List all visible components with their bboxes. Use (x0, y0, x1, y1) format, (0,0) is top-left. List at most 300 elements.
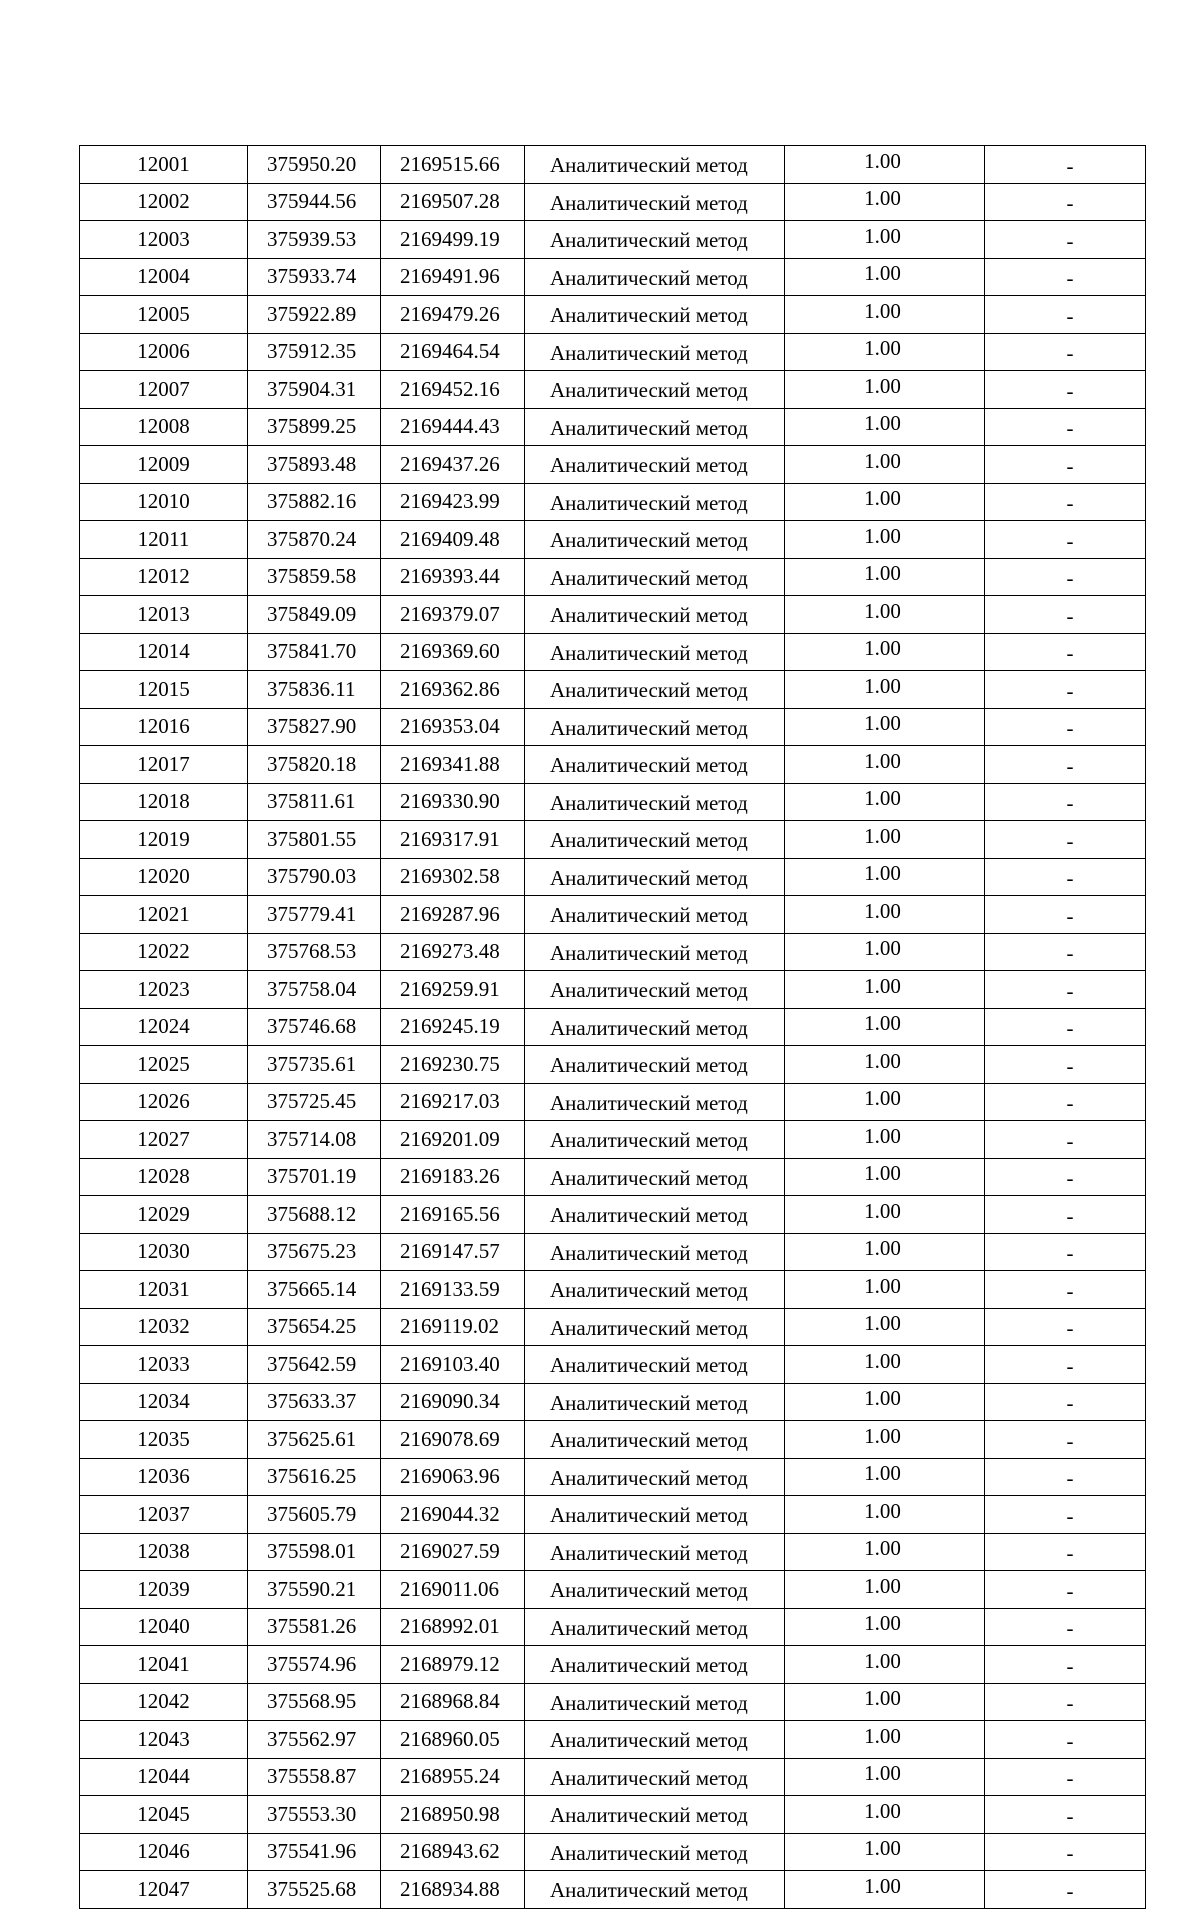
x-coordinate-cell: 375688.12 (248, 1196, 381, 1234)
y-coordinate-cell: 2169147.57 (381, 1233, 525, 1271)
method-cell: Аналитический метод (525, 783, 785, 821)
point-number-cell: 12029 (80, 1196, 248, 1234)
point-number-cell: 12035 (80, 1421, 248, 1459)
method-cell: Аналитический метод (525, 521, 785, 559)
table-row (80, 1196, 1146, 1234)
description-cell: - (985, 183, 1146, 221)
point-number-cell: 12004 (80, 258, 248, 296)
description-cell: - (985, 708, 1146, 746)
table-row (80, 896, 1146, 934)
y-coordinate-cell: 2169119.02 (381, 1308, 525, 1346)
table-row (80, 146, 1146, 184)
accuracy-cell: 1.00 (785, 971, 985, 1009)
table-row (80, 333, 1146, 371)
x-coordinate-cell: 375893.48 (248, 446, 381, 484)
method-cell: Аналитический метод (525, 1271, 785, 1309)
accuracy-cell: 1.00 (785, 183, 985, 221)
y-coordinate-cell: 2169245.19 (381, 1008, 525, 1046)
table-row (80, 1571, 1146, 1609)
table-row (80, 858, 1146, 896)
table-row (80, 1871, 1146, 1909)
accuracy-cell: 1.00 (785, 1158, 985, 1196)
description-cell: - (985, 1571, 1146, 1609)
method-cell: Аналитический метод (525, 1233, 785, 1271)
y-coordinate-cell: 2169090.34 (381, 1383, 525, 1421)
point-number-cell: 12015 (80, 671, 248, 709)
accuracy-cell: 1.00 (785, 1121, 985, 1159)
method-cell: Аналитический метод (525, 296, 785, 334)
y-coordinate-cell: 2169183.26 (381, 1158, 525, 1196)
x-coordinate-cell: 375790.03 (248, 858, 381, 896)
x-coordinate-cell: 375562.97 (248, 1721, 381, 1759)
y-coordinate-cell: 2169230.75 (381, 1046, 525, 1084)
y-coordinate-cell: 2169287.96 (381, 896, 525, 934)
description-cell: - (985, 1646, 1146, 1684)
point-number-cell: 12038 (80, 1533, 248, 1571)
method-cell: Аналитический метод (525, 933, 785, 971)
accuracy-cell: 1.00 (785, 1421, 985, 1459)
x-coordinate-cell: 375939.53 (248, 221, 381, 259)
x-coordinate-cell: 375950.20 (248, 146, 381, 184)
method-cell: Аналитический метод (525, 371, 785, 409)
method-cell: Аналитический метод (525, 558, 785, 596)
description-cell: - (985, 1346, 1146, 1384)
accuracy-cell: 1.00 (785, 1496, 985, 1534)
accuracy-cell: 1.00 (785, 1008, 985, 1046)
point-number-cell: 12043 (80, 1721, 248, 1759)
accuracy-cell: 1.00 (785, 1608, 985, 1646)
point-number-cell: 12002 (80, 183, 248, 221)
point-number-cell: 12031 (80, 1271, 248, 1309)
point-number-cell: 12011 (80, 521, 248, 559)
point-number-cell: 12039 (80, 1571, 248, 1609)
description-cell: - (985, 558, 1146, 596)
y-coordinate-cell: 2168960.05 (381, 1721, 525, 1759)
table-row (80, 558, 1146, 596)
table-row (80, 1383, 1146, 1421)
description-cell: - (985, 633, 1146, 671)
x-coordinate-cell: 375714.08 (248, 1121, 381, 1159)
method-cell: Аналитический метод (525, 1571, 785, 1609)
description-cell: - (985, 1046, 1146, 1084)
point-number-cell: 12047 (80, 1871, 248, 1909)
method-cell: Аналитический метод (525, 1608, 785, 1646)
accuracy-cell: 1.00 (785, 371, 985, 409)
description-cell: - (985, 408, 1146, 446)
method-cell: Аналитический метод (525, 708, 785, 746)
accuracy-cell: 1.00 (785, 146, 985, 184)
description-cell: - (985, 1383, 1146, 1421)
y-coordinate-cell: 2169464.54 (381, 333, 525, 371)
accuracy-cell: 1.00 (785, 1046, 985, 1084)
x-coordinate-cell: 375933.74 (248, 258, 381, 296)
accuracy-cell: 1.00 (785, 258, 985, 296)
point-number-cell: 12014 (80, 633, 248, 671)
x-coordinate-cell: 375725.45 (248, 1083, 381, 1121)
table-row (80, 446, 1146, 484)
method-cell: Аналитический метод (525, 671, 785, 709)
method-cell: Аналитический метод (525, 408, 785, 446)
description-cell: - (985, 596, 1146, 634)
method-cell: Аналитический метод (525, 258, 785, 296)
y-coordinate-cell: 2169165.56 (381, 1196, 525, 1234)
description-cell: - (985, 1458, 1146, 1496)
x-coordinate-cell: 375605.79 (248, 1496, 381, 1534)
point-number-cell: 12017 (80, 746, 248, 784)
method-cell: Аналитический метод (525, 1383, 785, 1421)
method-cell: Аналитический метод (525, 1796, 785, 1834)
x-coordinate-cell: 375922.89 (248, 296, 381, 334)
accuracy-cell: 1.00 (785, 1196, 985, 1234)
description-cell: - (985, 1158, 1146, 1196)
x-coordinate-cell: 375779.41 (248, 896, 381, 934)
method-cell: Аналитический метод (525, 1683, 785, 1721)
point-number-cell: 12046 (80, 1833, 248, 1871)
table-row (80, 1796, 1146, 1834)
accuracy-cell: 1.00 (785, 1383, 985, 1421)
y-coordinate-cell: 2169217.03 (381, 1083, 525, 1121)
y-coordinate-cell: 2168955.24 (381, 1758, 525, 1796)
description-cell: - (985, 1308, 1146, 1346)
y-coordinate-cell: 2169273.48 (381, 933, 525, 971)
point-number-cell: 12021 (80, 896, 248, 934)
accuracy-cell: 1.00 (785, 296, 985, 334)
x-coordinate-cell: 375633.37 (248, 1383, 381, 1421)
y-coordinate-cell: 2169409.48 (381, 521, 525, 559)
method-cell: Аналитический метод (525, 333, 785, 371)
method-cell: Аналитический метод (525, 1871, 785, 1909)
point-number-cell: 12037 (80, 1496, 248, 1534)
description-cell: - (985, 1683, 1146, 1721)
description-cell: - (985, 371, 1146, 409)
x-coordinate-cell: 375553.30 (248, 1796, 381, 1834)
x-coordinate-cell: 375912.35 (248, 333, 381, 371)
y-coordinate-cell: 2169452.16 (381, 371, 525, 409)
y-coordinate-cell: 2168934.88 (381, 1871, 525, 1909)
x-coordinate-cell: 375849.09 (248, 596, 381, 634)
point-number-cell: 12020 (80, 858, 248, 896)
y-coordinate-cell: 2169379.07 (381, 596, 525, 634)
point-number-cell: 12001 (80, 146, 248, 184)
x-coordinate-cell: 375598.01 (248, 1533, 381, 1571)
accuracy-cell: 1.00 (785, 783, 985, 821)
table-row (80, 1683, 1146, 1721)
description-cell: - (985, 1421, 1146, 1459)
x-coordinate-cell: 375735.61 (248, 1046, 381, 1084)
x-coordinate-cell: 375882.16 (248, 483, 381, 521)
y-coordinate-cell: 2169317.91 (381, 821, 525, 859)
y-coordinate-cell: 2169499.19 (381, 221, 525, 259)
accuracy-cell: 1.00 (785, 933, 985, 971)
point-number-cell: 12028 (80, 1158, 248, 1196)
table-row (80, 1121, 1146, 1159)
method-cell: Аналитический метод (525, 1008, 785, 1046)
x-coordinate-cell: 375590.21 (248, 1571, 381, 1609)
description-cell: - (985, 1533, 1146, 1571)
y-coordinate-cell: 2169491.96 (381, 258, 525, 296)
accuracy-cell: 1.00 (785, 1346, 985, 1384)
accuracy-cell: 1.00 (785, 746, 985, 784)
table-row (80, 633, 1146, 671)
x-coordinate-cell: 375525.68 (248, 1871, 381, 1909)
y-coordinate-cell: 2169479.26 (381, 296, 525, 334)
accuracy-cell: 1.00 (785, 596, 985, 634)
accuracy-cell: 1.00 (785, 333, 985, 371)
accuracy-cell: 1.00 (785, 1233, 985, 1271)
y-coordinate-cell: 2169353.04 (381, 708, 525, 746)
accuracy-cell: 1.00 (785, 521, 985, 559)
y-coordinate-cell: 2169302.58 (381, 858, 525, 896)
method-cell: Аналитический метод (525, 183, 785, 221)
description-cell: - (985, 1196, 1146, 1234)
x-coordinate-cell: 375574.96 (248, 1646, 381, 1684)
x-coordinate-cell: 375904.31 (248, 371, 381, 409)
accuracy-cell: 1.00 (785, 1796, 985, 1834)
table-row (80, 1308, 1146, 1346)
accuracy-cell: 1.00 (785, 1721, 985, 1759)
point-number-cell: 12018 (80, 783, 248, 821)
description-cell: - (985, 933, 1146, 971)
method-cell: Аналитический метод (525, 1496, 785, 1534)
y-coordinate-cell: 2169515.66 (381, 146, 525, 184)
method-cell: Аналитический метод (525, 596, 785, 634)
coordinates-table (79, 145, 1146, 1909)
point-number-cell: 12024 (80, 1008, 248, 1046)
x-coordinate-cell: 375541.96 (248, 1833, 381, 1871)
description-cell: - (985, 821, 1146, 859)
point-number-cell: 12005 (80, 296, 248, 334)
method-cell: Аналитический метод (525, 1458, 785, 1496)
point-number-cell: 12003 (80, 221, 248, 259)
x-coordinate-cell: 375616.25 (248, 1458, 381, 1496)
accuracy-cell: 1.00 (785, 1271, 985, 1309)
table-row (80, 1646, 1146, 1684)
method-cell: Аналитический метод (525, 896, 785, 934)
table-row (80, 1046, 1146, 1084)
y-coordinate-cell: 2169507.28 (381, 183, 525, 221)
point-number-cell: 12009 (80, 446, 248, 484)
y-coordinate-cell: 2169369.60 (381, 633, 525, 671)
table-row (80, 1271, 1146, 1309)
point-number-cell: 12013 (80, 596, 248, 634)
table-row (80, 971, 1146, 1009)
y-coordinate-cell: 2169133.59 (381, 1271, 525, 1309)
description-cell: - (985, 221, 1146, 259)
accuracy-cell: 1.00 (785, 671, 985, 709)
table-row (80, 671, 1146, 709)
x-coordinate-cell: 375811.61 (248, 783, 381, 821)
table-row (80, 183, 1146, 221)
method-cell: Аналитический метод (525, 1083, 785, 1121)
description-cell: - (985, 1721, 1146, 1759)
y-coordinate-cell: 2169103.40 (381, 1346, 525, 1384)
method-cell: Аналитический метод (525, 746, 785, 784)
method-cell: Аналитический метод (525, 971, 785, 1009)
table-row (80, 1083, 1146, 1121)
accuracy-cell: 1.00 (785, 633, 985, 671)
point-number-cell: 12044 (80, 1758, 248, 1796)
x-coordinate-cell: 375841.70 (248, 633, 381, 671)
point-number-cell: 12027 (80, 1121, 248, 1159)
accuracy-cell: 1.00 (785, 1833, 985, 1871)
table-row (80, 1158, 1146, 1196)
description-cell: - (985, 971, 1146, 1009)
accuracy-cell: 1.00 (785, 1871, 985, 1909)
table-row (80, 1346, 1146, 1384)
y-coordinate-cell: 2169330.90 (381, 783, 525, 821)
table-row (80, 521, 1146, 559)
accuracy-cell: 1.00 (785, 1533, 985, 1571)
table-row (80, 371, 1146, 409)
description-cell: - (985, 446, 1146, 484)
table-row (80, 1458, 1146, 1496)
method-cell: Аналитический метод (525, 1158, 785, 1196)
table-row (80, 408, 1146, 446)
x-coordinate-cell: 375820.18 (248, 746, 381, 784)
table-row (80, 1833, 1146, 1871)
x-coordinate-cell: 375870.24 (248, 521, 381, 559)
method-cell: Аналитический метод (525, 1121, 785, 1159)
description-cell: - (985, 783, 1146, 821)
point-number-cell: 12033 (80, 1346, 248, 1384)
y-coordinate-cell: 2168968.84 (381, 1683, 525, 1721)
x-coordinate-cell: 375899.25 (248, 408, 381, 446)
accuracy-cell: 1.00 (785, 446, 985, 484)
method-cell: Аналитический метод (525, 1646, 785, 1684)
description-cell: - (985, 858, 1146, 896)
point-number-cell: 12008 (80, 408, 248, 446)
x-coordinate-cell: 375654.25 (248, 1308, 381, 1346)
table-row (80, 258, 1146, 296)
table-row (80, 483, 1146, 521)
description-cell: - (985, 1121, 1146, 1159)
x-coordinate-cell: 375768.53 (248, 933, 381, 971)
point-number-cell: 12010 (80, 483, 248, 521)
y-coordinate-cell: 2169362.86 (381, 671, 525, 709)
table-row (80, 708, 1146, 746)
method-cell: Аналитический метод (525, 483, 785, 521)
table-row (80, 221, 1146, 259)
x-coordinate-cell: 375801.55 (248, 821, 381, 859)
point-number-cell: 12012 (80, 558, 248, 596)
accuracy-cell: 1.00 (785, 708, 985, 746)
accuracy-cell: 1.00 (785, 1571, 985, 1609)
description-cell: - (985, 333, 1146, 371)
method-cell: Аналитический метод (525, 633, 785, 671)
point-number-cell: 12030 (80, 1233, 248, 1271)
x-coordinate-cell: 375944.56 (248, 183, 381, 221)
table-row (80, 1421, 1146, 1459)
y-coordinate-cell: 2169437.26 (381, 446, 525, 484)
y-coordinate-cell: 2169259.91 (381, 971, 525, 1009)
point-number-cell: 12026 (80, 1083, 248, 1121)
y-coordinate-cell: 2169341.88 (381, 746, 525, 784)
table-row (80, 596, 1146, 634)
coordinates-table-body (80, 146, 1146, 1909)
method-cell: Аналитический метод (525, 1721, 785, 1759)
accuracy-cell: 1.00 (785, 1683, 985, 1721)
x-coordinate-cell: 375836.11 (248, 671, 381, 709)
x-coordinate-cell: 375827.90 (248, 708, 381, 746)
description-cell: - (985, 1233, 1146, 1271)
description-cell: - (985, 296, 1146, 334)
description-cell: - (985, 1608, 1146, 1646)
method-cell: Аналитический метод (525, 146, 785, 184)
method-cell: Аналитический метод (525, 821, 785, 859)
point-number-cell: 12034 (80, 1383, 248, 1421)
description-cell: - (985, 1083, 1146, 1121)
x-coordinate-cell: 375642.59 (248, 1346, 381, 1384)
x-coordinate-cell: 375581.26 (248, 1608, 381, 1646)
x-coordinate-cell: 375701.19 (248, 1158, 381, 1196)
y-coordinate-cell: 2169201.09 (381, 1121, 525, 1159)
description-cell: - (985, 521, 1146, 559)
table-row (80, 1608, 1146, 1646)
description-cell: - (985, 671, 1146, 709)
accuracy-cell: 1.00 (785, 1758, 985, 1796)
accuracy-cell: 1.00 (785, 408, 985, 446)
accuracy-cell: 1.00 (785, 1458, 985, 1496)
description-cell: - (985, 483, 1146, 521)
point-number-cell: 12042 (80, 1683, 248, 1721)
table-row (80, 821, 1146, 859)
accuracy-cell: 1.00 (785, 858, 985, 896)
point-number-cell: 12032 (80, 1308, 248, 1346)
description-cell: - (985, 1758, 1146, 1796)
point-number-cell: 12022 (80, 933, 248, 971)
y-coordinate-cell: 2168950.98 (381, 1796, 525, 1834)
table-row (80, 296, 1146, 334)
y-coordinate-cell: 2169044.32 (381, 1496, 525, 1534)
method-cell: Аналитический метод (525, 1533, 785, 1571)
point-number-cell: 12007 (80, 371, 248, 409)
table-row (80, 933, 1146, 971)
description-cell: - (985, 146, 1146, 184)
description-cell: - (985, 746, 1146, 784)
description-cell: - (985, 258, 1146, 296)
accuracy-cell: 1.00 (785, 821, 985, 859)
point-number-cell: 12040 (80, 1608, 248, 1646)
point-number-cell: 12045 (80, 1796, 248, 1834)
accuracy-cell: 1.00 (785, 483, 985, 521)
table-row (80, 746, 1146, 784)
method-cell: Аналитический метод (525, 221, 785, 259)
method-cell: Аналитический метод (525, 1046, 785, 1084)
y-coordinate-cell: 2169444.43 (381, 408, 525, 446)
x-coordinate-cell: 375859.58 (248, 558, 381, 596)
y-coordinate-cell: 2169423.99 (381, 483, 525, 521)
accuracy-cell: 1.00 (785, 896, 985, 934)
x-coordinate-cell: 375758.04 (248, 971, 381, 1009)
method-cell: Аналитический метод (525, 1421, 785, 1459)
table-row (80, 1233, 1146, 1271)
description-cell: - (985, 1496, 1146, 1534)
x-coordinate-cell: 375625.61 (248, 1421, 381, 1459)
y-coordinate-cell: 2169063.96 (381, 1458, 525, 1496)
table-row (80, 1533, 1146, 1571)
description-cell: - (985, 1271, 1146, 1309)
table-row (80, 1721, 1146, 1759)
table-row (80, 1758, 1146, 1796)
point-number-cell: 12036 (80, 1458, 248, 1496)
table-row (80, 1008, 1146, 1046)
y-coordinate-cell: 2169393.44 (381, 558, 525, 596)
point-number-cell: 12025 (80, 1046, 248, 1084)
x-coordinate-cell: 375558.87 (248, 1758, 381, 1796)
y-coordinate-cell: 2168979.12 (381, 1646, 525, 1684)
point-number-cell: 12016 (80, 708, 248, 746)
method-cell: Аналитический метод (525, 1308, 785, 1346)
